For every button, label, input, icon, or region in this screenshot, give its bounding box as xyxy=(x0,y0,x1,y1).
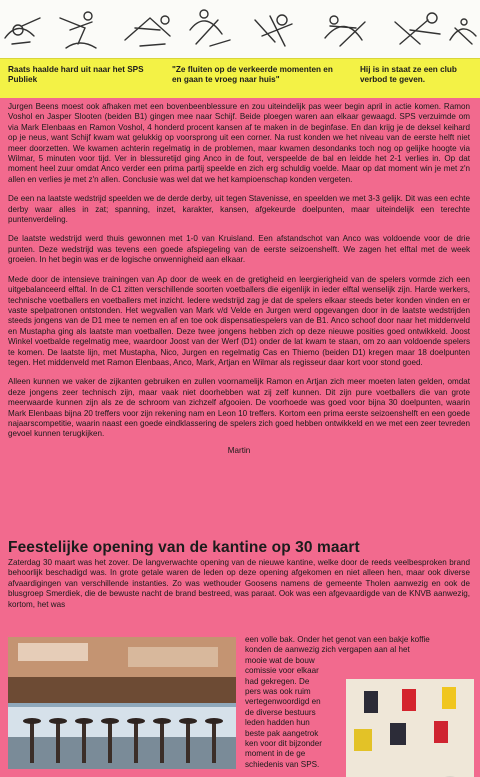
side-line: moment in de ge xyxy=(245,749,306,759)
canteen-photo-icon xyxy=(8,637,236,769)
side-line: schiedenis van SPS. xyxy=(245,759,320,769)
section-heading: Feestelijke opening van de kantine op 30 maart xyxy=(8,539,360,556)
cartoon-doodle-strip xyxy=(0,0,480,58)
side-line: een volle bak. Onder het genot van een bakje koffie xyxy=(245,635,430,644)
quote-banner xyxy=(0,58,480,100)
side-line: vertegenwoordigd en xyxy=(245,697,321,707)
side-line: leden hadden hun xyxy=(245,718,310,728)
article-background xyxy=(0,98,480,777)
side-line: konden de aanwezig zich vergapen aan al het xyxy=(245,645,410,655)
side-line: beste pak aangetrok xyxy=(245,728,319,738)
side-line: comissie voor elkaar xyxy=(245,666,319,676)
stick-figure-doodles-icon xyxy=(0,0,480,58)
paragraph-4: Mede door de intensieve trainingen van Ap door de week en de gretigheid en leergierigheid van de spelers vormde zich een uitgebalanceerd elftal. In de C1 zitten verschillende soorten voetballers die eigenlijk in ieder elftal wenselijk zijn. Harde werkers, technische voetballers en voetballers met inzicht. Iedere wedstrijd zag je dat de spelers elkaar steeds beter konden vinden en er vaste spelpatronen ontstonden. Het wegvallen van Mark v/d Velde en Jurgen werd opgevangen door in de laatste wedstrijden steeds jongens van de D1 mee te nemen en af en toe ook dispensatiespelers van de B1. Anco schoof door naar het middenveld en Mustapha ging als laatste man voetballen. Deze twee jongens hebben zich op deze nieuwe posities goed ontwikkeld. Joost Winkel voetbalde regelmatig mee, waardoor Joost van der Werf (D1) onder de lat kwam te staan, om zo aan voldoende spelers te komen. De laatste lijn, met Mustapha, Nico, Jurgen en regelmatig Cas en Thiemo (beiden D1) kregen maar 18 doelpunten tegen. Het middenveld met Ramon Elenbaas, Anco, Mark, Artjan en Wilmar als regisseur daar kort voor stond goed. xyxy=(8,274,470,367)
section-text: Zaterdag 30 maart was het zover. De langverwachte opening van de nieuwe kantine, welke door de reeds veelbesproken brand behoorlijk beschadigd was. In grote getale waren de leden op deze opening afgekomen en niet alleen hen, maar ook diverse afvaardigingen van verschillende instanties. Zo was wethouder Goosens namens de gemeente Tholen aanwezig en ook de blusgroep Smerdiek, die de bewuste nacht de brand bestreed, was paraat. Ook was een afgevaardigde van de KNVB aanwezig, kortom, het was xyxy=(8,558,470,609)
side-line: had gekregen. De xyxy=(245,676,310,686)
section-side-text xyxy=(245,635,430,770)
canteen-bar-photo xyxy=(8,637,236,769)
paragraph-2: De een na laatste wedstrijd speelden we de derde derby, uit tegen Stavenisse, en speelden we met 3-3 gelijk. Dit was een echte derby waar alles in zat; spanning, inzet, karakter, kansen, afgekeurde doelpunten, maar uiteindelijk een terechte puntenverdeling. xyxy=(8,194,470,225)
urinal-photo-icon xyxy=(346,679,474,777)
toilet-urinals-photo xyxy=(346,679,474,777)
side-line: pers was ook ruim xyxy=(245,687,311,697)
paragraph-5: Alleen kunnen we vaker de zijkanten gebruiken en zullen voornamelijk Ramon en Artjan zich meer moeten laten gelden, omdat deze jongens zeer technisch zijn, maar vaak niet doorhebben wat zij zelf kunnen. Dit zijn pure voetballers die van grote meerwaarde kunnen zijn als ze de schroom van zichzelf afgooien. De voorhoede was goed voor bijna 30 doelpunten, waarin Mark Elenbaas bijna 20 treffers voor zijn rekening nam en Leon 10 treffers. Kortom een prima eerste seizoenshelft en een goede najaarscompetitie, waarin naast een goede eindklassering de spelers zich goed hebben ontwikkeld en we met een zeer tevreden gevoel kunnen terugkijken. xyxy=(8,377,470,439)
side-line: ken voor dit bijzonder xyxy=(245,739,322,749)
banner-quote-1: Raats haalde hard uit naar het SPS Publiek xyxy=(8,65,144,84)
paragraph-3: De laatste wedstrijd werd thuis gewonnen met 1-0 van Kruisland. Een afstandschot van Anco was voldoende voor de drie punten. Deze wedstrijd was tevens een goede afspiegeling van de eerste seizoenshelft. We zagen het elftal met de week groeien. In het begin was er de logische onwennigheid aan elkaar. xyxy=(8,234,470,265)
side-line: mooie wat de bouw xyxy=(245,655,315,665)
article-body xyxy=(8,102,470,456)
banner-quote-3: Hij is in staat ze een club verbod te geven. xyxy=(360,65,457,84)
author-signature: Martin xyxy=(227,445,251,455)
side-line: de diverse bestuurs xyxy=(245,707,316,717)
paragraph-1: Jurgen Beens moest ook afhaken met een bovenbeenblessure en zou uiteindelijk pas weer begin april in actie komen. Ramon Voshol en Jasper Slooten (beiden B1) gingen mee naar Schijf. Beide ploegen waren aan elkaar gewaagd. SPS verzuimde om via Mark Elenbaas en Ramon Voshol, 4 honderd procent kansen af te maken in de beginfase. En dan krijg je de deksel keihard op je neus, want Schijf kwam wat gelukkig op voorsprong uit een corner. Na rust konden we het niveau van de eerste helft niet meer doorzetten. We kwamen achterin regelmatig in de problemen, maar kwamen desondanks toch nog op gelijke hoogte via Wilmar, 5 minuten voor tijd. Ver in blessuretijd ging Anco in de fout, verspeelde de bal en leidde het 2-1 verlies in. Op dat moment heel zuur omdat Anco verder een prima partij speelde en zich erg schuldig voelde. Maar op dat moment win je met z'n allen en verlies je met z'n allen. Conclusie was wel dat we het kampioenschap konden vergeten. xyxy=(8,102,470,184)
banner-quote-2: "Ze fluiten op de verkeerde momenten en en gaan te vroeg naar huis" xyxy=(172,65,333,84)
